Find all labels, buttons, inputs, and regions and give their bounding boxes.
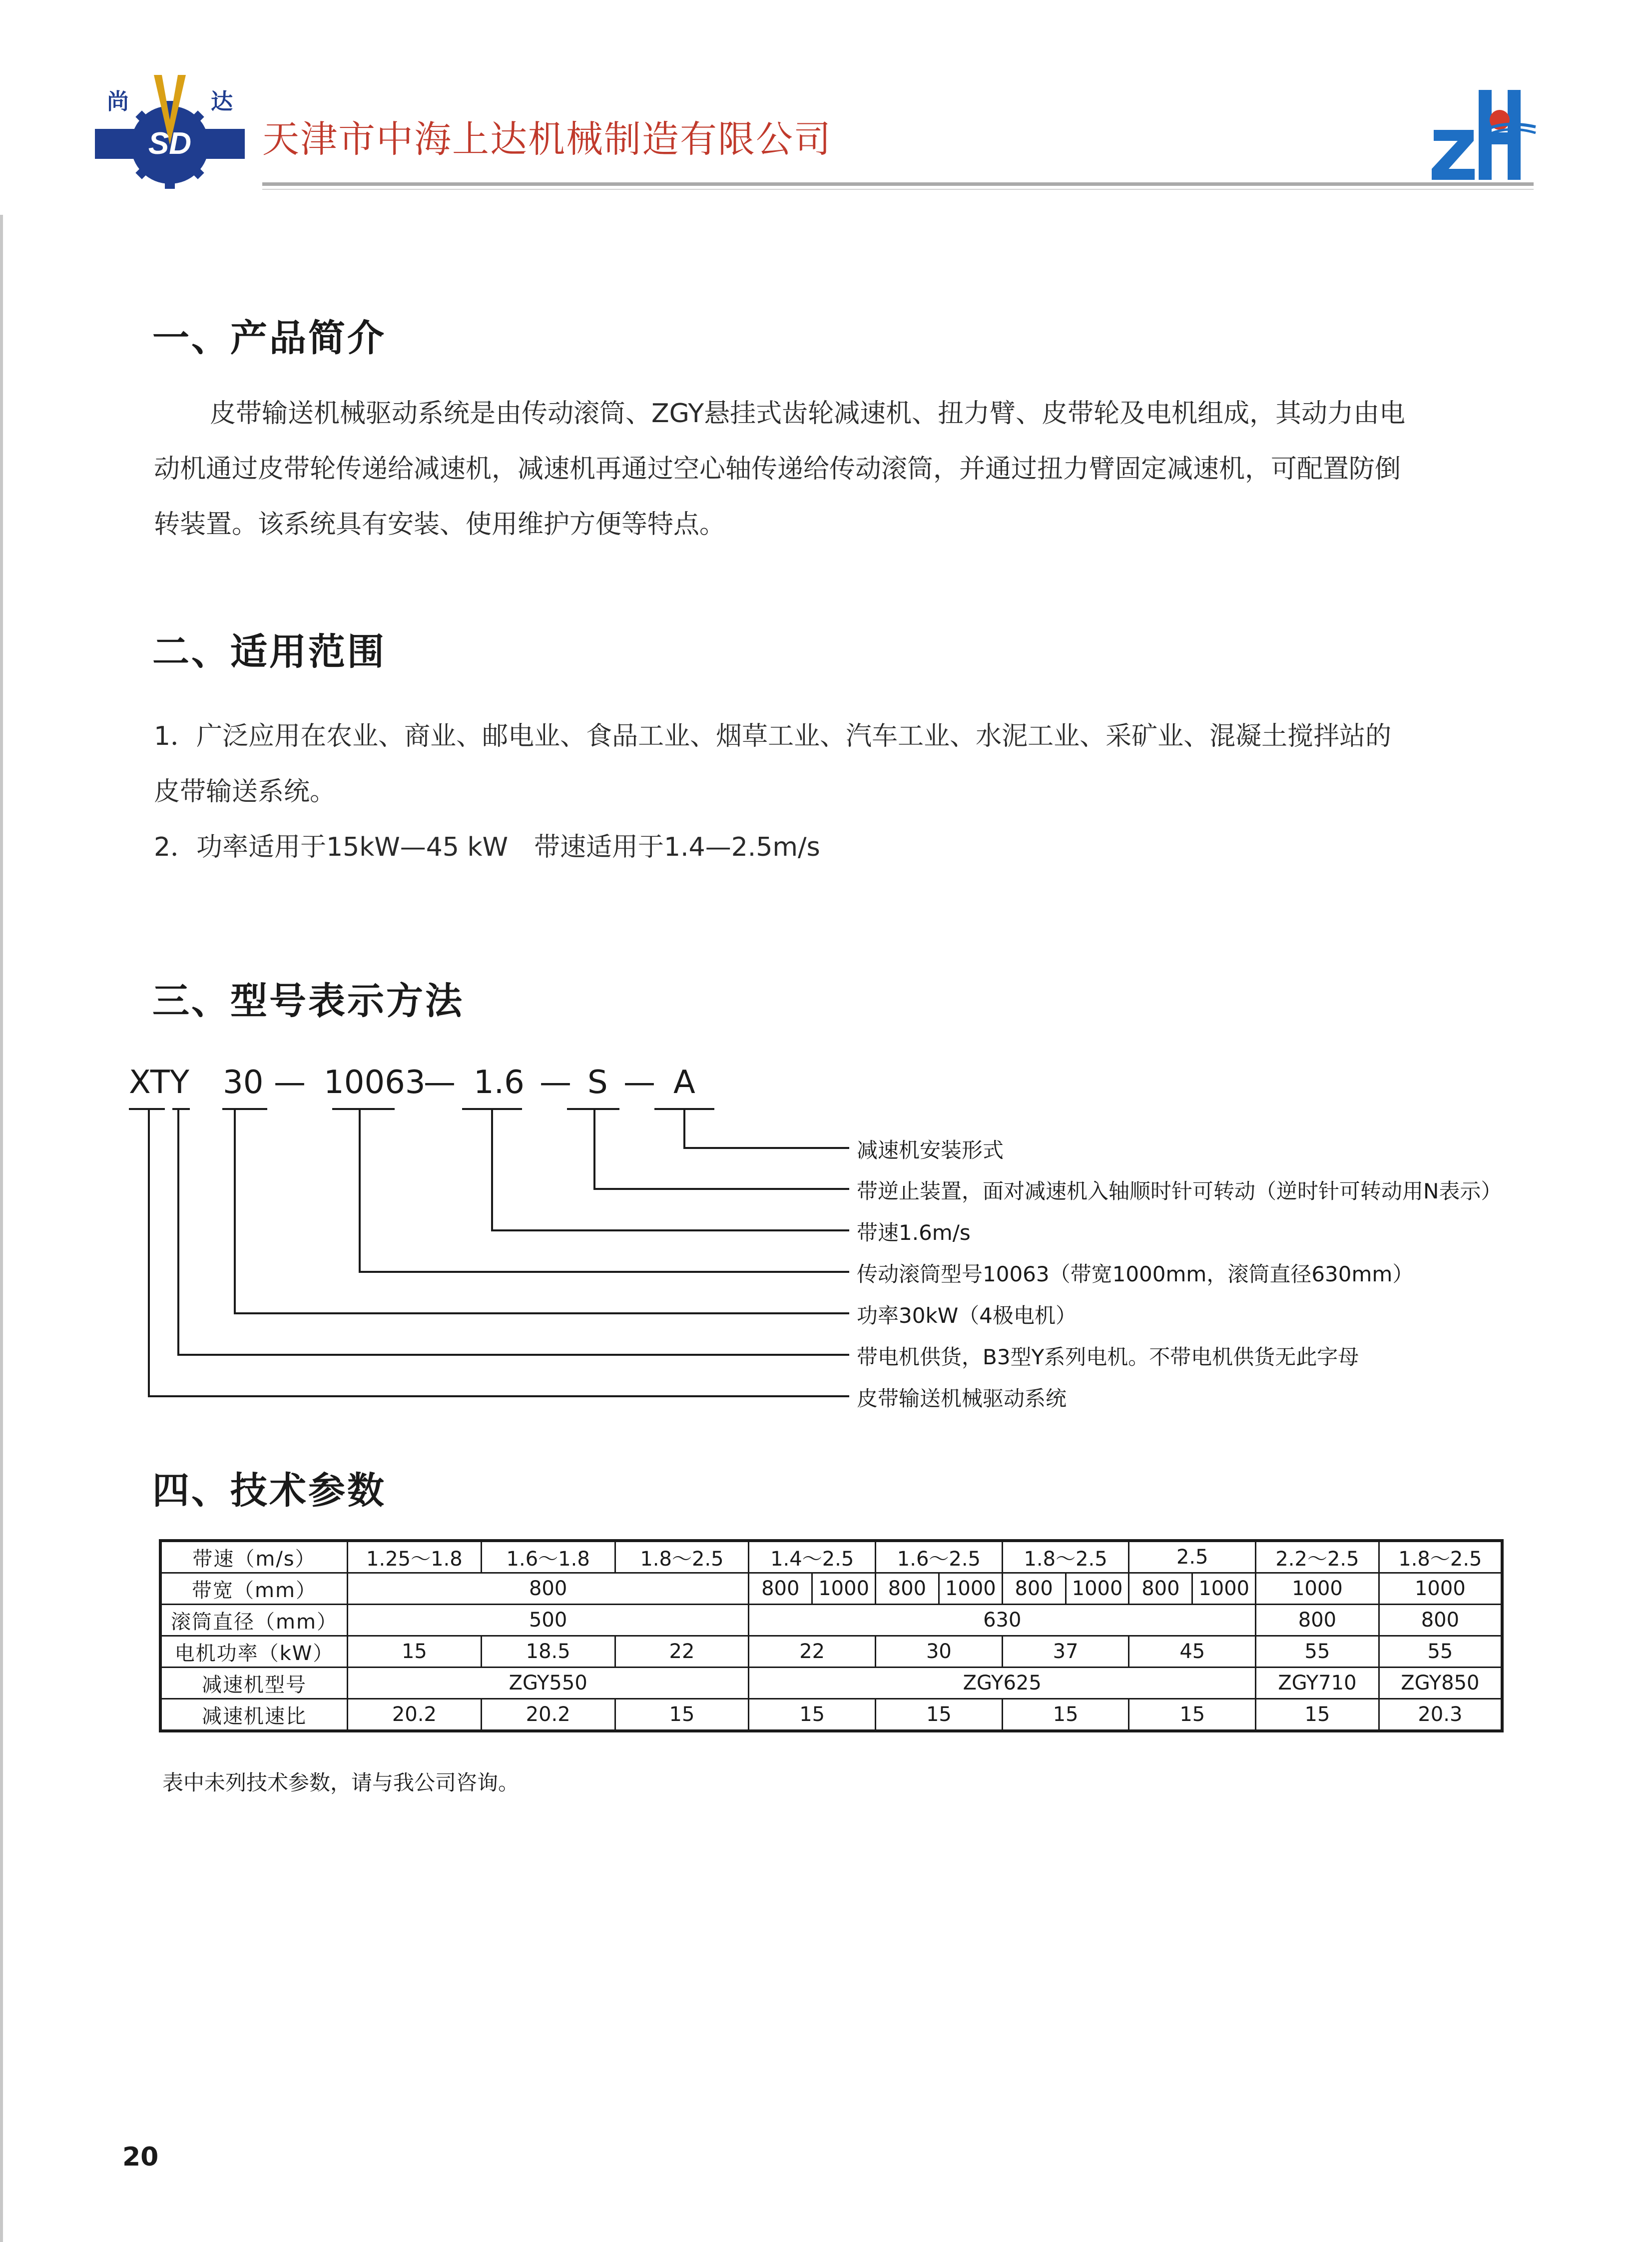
table-cell: ZGY710 — [1256, 1668, 1379, 1699]
table-cell: 20.3 — [1379, 1699, 1502, 1731]
table-cell: 2.5 — [1129, 1541, 1256, 1573]
page-header — [0, 0, 1652, 200]
svg-text:SD: SD — [148, 126, 192, 161]
code-part-pulley: 10063 — [324, 1064, 426, 1101]
svg-text:达: 达 — [211, 89, 233, 114]
code-dash: — — [623, 1064, 655, 1101]
section-title-model: 三、型号表示方法 — [152, 980, 464, 1023]
page-edge — [0, 215, 3, 2242]
row-label: 电机功率（kW） — [160, 1636, 348, 1668]
table-cell: 800 — [348, 1573, 749, 1605]
page-number: 20 — [122, 2142, 159, 2172]
header-rule — [262, 182, 1534, 186]
scope-line: 皮带输送系统。 — [154, 777, 336, 807]
legend-pulley-model: 传动滚筒型号10063（带宽1000mm，滚筒直径630mm） — [857, 1262, 1414, 1286]
table-cell: 18.5 — [481, 1636, 615, 1668]
legend-drive-system: 皮带输送机械驱动系统 — [857, 1386, 1067, 1411]
table-cell: ZGY550 — [348, 1668, 749, 1699]
table-cell: 15 — [1002, 1699, 1129, 1731]
table-cell: 800 — [1256, 1605, 1379, 1636]
table-row — [160, 1541, 1502, 1573]
company-logo-sd — [95, 70, 245, 190]
table-cell: 15 — [348, 1636, 482, 1668]
table-cell: 800 — [1002, 1573, 1066, 1605]
section-title-intro: 一、产品简介 — [152, 317, 386, 360]
code-part-mount: A — [673, 1064, 695, 1101]
table-cell: 55 — [1379, 1636, 1502, 1668]
table-cell: 1.25～1.8 — [348, 1541, 482, 1573]
intro-line: 转装置。该系统具有安装、使用维护方便等特点。 — [154, 510, 726, 540]
table-cell: 37 — [1002, 1636, 1129, 1668]
table-cell: 1.6～1.8 — [481, 1541, 615, 1573]
table-cell: 1000 — [1256, 1573, 1379, 1605]
intro-paragraph — [154, 386, 1503, 553]
table-row — [160, 1573, 1502, 1605]
code-part-speed: 1.6 — [474, 1064, 525, 1101]
code-part-series: XTY — [129, 1064, 189, 1101]
table-cell: 1.8～2.5 — [1002, 1541, 1129, 1573]
intro-line: 皮带输送机械驱动系统是由传动滚筒、ZGY悬挂式齿轮减速机、扭力臂、皮带轮及电机组成，其动力由电 — [210, 399, 1406, 429]
section-title-scope: 二、适用范围 — [152, 630, 386, 673]
table-cell: 22 — [615, 1636, 749, 1668]
table-cell: 800 — [749, 1573, 812, 1605]
spec-table — [159, 1539, 1504, 1732]
table-cell: 15 — [1256, 1699, 1379, 1731]
code-dash: — — [540, 1064, 571, 1101]
intro-line: 动机通过皮带轮传递给减速机，减速机再通过空心轴传递给传动滚筒，并通过扭力臂固定减速机，可配置防倒 — [154, 454, 1401, 484]
table-cell: 45 — [1129, 1636, 1256, 1668]
table-cell: 800 — [876, 1573, 939, 1605]
row-label: 减速机型号 — [160, 1668, 348, 1699]
table-cell: 15 — [615, 1699, 749, 1731]
table-cell: 500 — [348, 1605, 749, 1636]
table-cell: 15 — [749, 1699, 876, 1731]
table-cell: 1.4～2.5 — [749, 1541, 876, 1573]
legend-power: 功率30kW（4极电机） — [857, 1303, 1077, 1328]
table-cell: 1000 — [812, 1573, 876, 1605]
row-label: 带速（m/s） — [160, 1541, 348, 1573]
table-row — [160, 1668, 1502, 1699]
table-cell: 55 — [1256, 1636, 1379, 1668]
legend-belt-speed: 带速1.6m/s — [857, 1220, 971, 1245]
table-row — [160, 1699, 1502, 1731]
table-cell: 630 — [749, 1605, 1256, 1636]
code-part-power: 30 — [223, 1064, 264, 1101]
code-dash: — — [274, 1064, 306, 1101]
legend-motor-supply: 带电机供货，B3型Y系列电机。不带电机供货无此字母 — [857, 1345, 1359, 1369]
table-cell: 1.6～2.5 — [876, 1541, 1003, 1573]
legend-mount-type: 减速机安装形式 — [857, 1138, 1004, 1162]
code-dash: — — [424, 1064, 456, 1101]
table-cell: 2.2～2.5 — [1256, 1541, 1379, 1573]
company-name: 天津市中海上达机械制造有限公司 — [262, 118, 832, 161]
table-cell: 800 — [1379, 1605, 1502, 1636]
table-cell: 1000 — [1192, 1573, 1256, 1605]
table-cell: 15 — [876, 1699, 1003, 1731]
svg-text:尚: 尚 — [107, 89, 129, 114]
row-label: 滚筒直径（mm） — [160, 1605, 348, 1636]
header-rule-thin — [262, 189, 1534, 190]
table-cell: ZGY625 — [749, 1668, 1256, 1699]
scope-line: 1．广泛应用在农业、商业、邮电业、食品工业、烟草工业、汽车工业、水泥工业、采矿业、混凝土搅拌站的 — [154, 721, 1392, 751]
table-cell: 1000 — [1066, 1573, 1129, 1605]
row-label: 带宽（mm） — [160, 1573, 348, 1605]
table-cell: ZGY850 — [1379, 1668, 1502, 1699]
scope-line: 2．功率适用于15kW—45 kW 带速适用于1.4—2.5m/s — [154, 832, 820, 862]
table-note: 表中未列技术参数，请与我公司咨询。 — [162, 1770, 520, 1795]
section-title-specs: 四、技术参数 — [152, 1469, 386, 1512]
table-cell: 20.2 — [348, 1699, 482, 1731]
table-cell: 15 — [1129, 1699, 1256, 1731]
table-cell: 1.8～2.5 — [615, 1541, 749, 1573]
row-label: 减速机速比 — [160, 1699, 348, 1731]
code-part-backstop: S — [587, 1064, 608, 1101]
zh-brand-logo — [1429, 85, 1539, 185]
table-row — [160, 1636, 1502, 1668]
table-cell: 1000 — [939, 1573, 1002, 1605]
table-cell: 800 — [1129, 1573, 1192, 1605]
table-cell: 22 — [749, 1636, 876, 1668]
table-cell: 1000 — [1379, 1573, 1502, 1605]
table-cell: 1.8～2.5 — [1379, 1541, 1502, 1573]
scope-paragraph — [154, 709, 1503, 875]
table-cell: 30 — [876, 1636, 1003, 1668]
legend-backstop: 带逆止装置，面对减速机入轴顺时针可转动（逆时针可转动用N表示） — [857, 1179, 1502, 1203]
table-row — [160, 1605, 1502, 1636]
table-cell: 20.2 — [481, 1699, 615, 1731]
model-code — [129, 1064, 728, 1104]
